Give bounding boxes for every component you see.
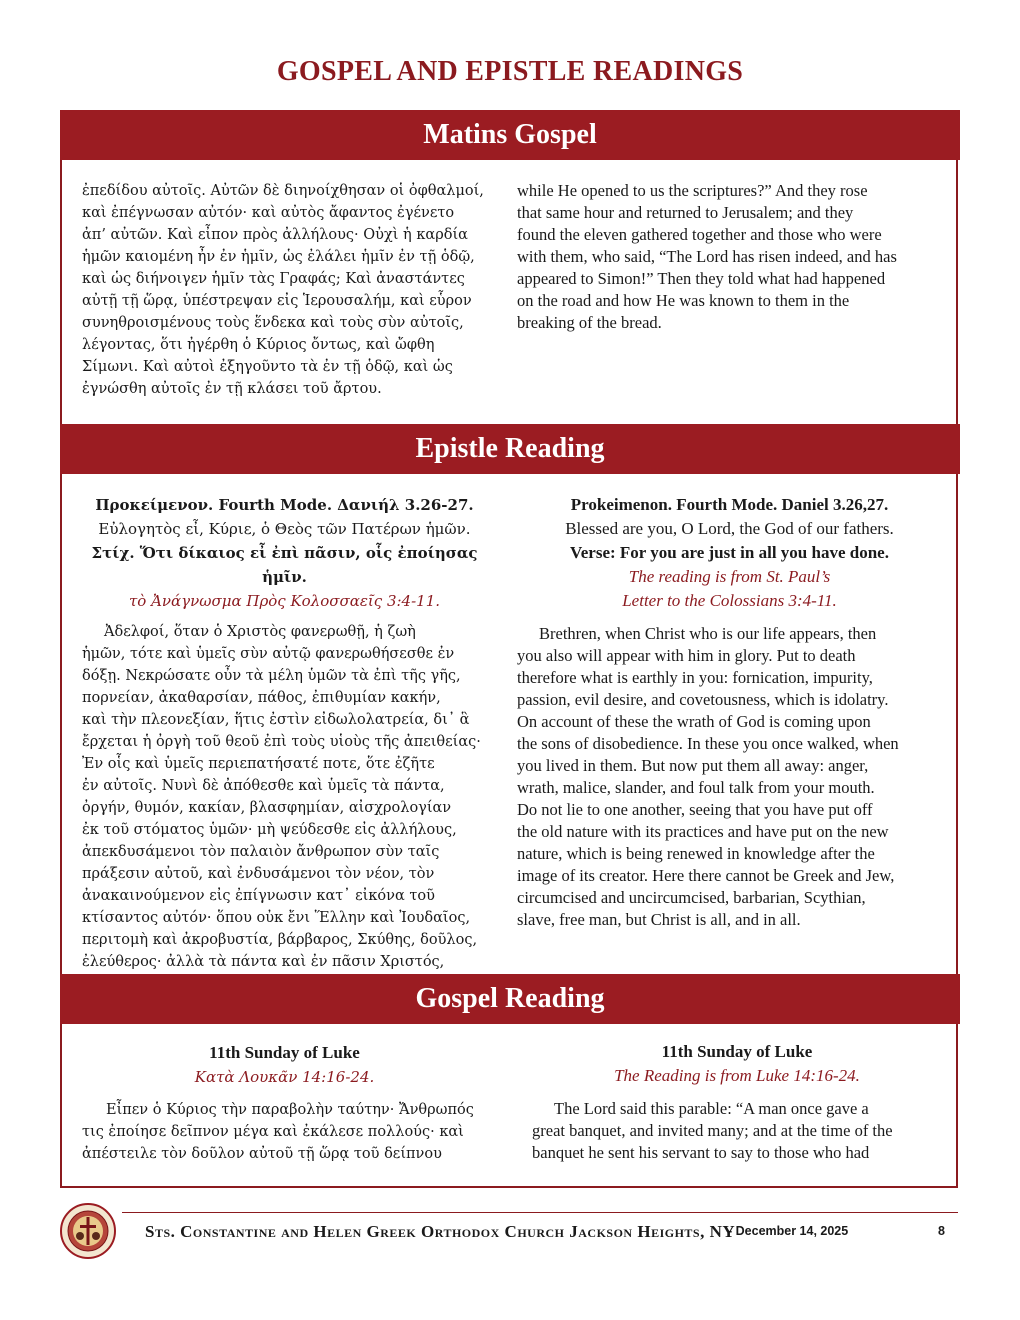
text-line: you lived in them. But now put them all away: anger, [517,756,869,775]
text-line: with them, who said, “The Lord has risen indeed, and has [517,247,897,266]
text-line: found the eleven gathered together and those who were [517,225,882,244]
text-line: Σίμωνι. Καὶ αὐτοὶ ἐξηγοῦντο τὰ ἐν τῇ ὁδῷ, καὶ ὡς [82,359,453,375]
gospel-heading-greek: 11th Sunday of Luke [209,1043,360,1062]
text-line: ἀπεκδυσάμενοι τὸν παλαιὸν ἄνθρωπον σὺν ταῖς [82,844,440,860]
text-line: Ἐν οἷς καὶ ὑμεῖς περιεπατήσατέ ποτε, ὅτε ἐζῆτε [82,756,435,772]
text-line: κτίσαντος αὐτόν· ὅπου οὐκ ἔνι Ἕλλην καὶ Ἰουδαῖος, [82,910,471,926]
verse-english: Verse: For you are just in all you have done. [570,543,889,562]
text-line: ἀπέστειλε τὸν δοῦλον αὐτοῦ τῇ ὥρᾳ τοῦ δείπνου [82,1146,442,1162]
text-line: ἔρχεται ἡ ὀργὴ τοῦ θεοῦ ἐπὶ τοὺς υἱοὺς τῆς ἀπειθείας· [82,734,481,750]
text-line: nature, which is being renewed in knowledge after the [517,844,875,863]
text-line: πράξεσιν αὐτοῦ, καὶ ἐνδυσάμενοι τὸν νέον, τὸν [82,866,435,882]
text-line: ἐν αὐτοῖς. Νυνὶ δὲ ἀπόθεσθε καὶ ὑμεῖς τὰ πάντα, [82,778,445,794]
text-line: Εἶπεν ὁ Κύριος τὴν παραβολὴν ταύτην· Ἄνθρωπός [106,1102,474,1118]
epistle-greek-column [82,493,487,973]
prokeimenon-english: Prokeimenon. Fourth Mode. Daniel 3.26,27. [570,495,889,514]
gospel-english-body [532,1098,942,1164]
text-line: ἐλεύθερος· ἀλλὰ τὰ πάντα καὶ ἐν πᾶσιν Χριστός, [82,954,445,970]
text-line: that same hour and returned to Jerusalem; and they [517,203,854,222]
text-line: appeared to Simon!” Then they told what had happened [517,269,886,288]
text-line: τις ἐποίησε δεῖπνον μέγα καὶ ἐκάλεσε πολλούς· καὶ [82,1124,464,1140]
text-line: The Lord said this parable: “A man once gave a [554,1099,869,1118]
text-line: καὶ τὴν πλεονεξίαν, ἥτις ἐστὶν εἰδωλολατρεία, δι᾿ ἃ [82,712,470,728]
matins-english-text [517,180,942,334]
text-line: great banquet, and invited many; and at the time of the [532,1121,893,1140]
reading-reference-english-2: Letter to the Colossians 3:4-11. [622,591,837,610]
text-line: On account of these the wrath of God is coming upon [517,712,871,731]
page-number: 8 [938,1224,945,1238]
prokeimenon-line-greek: Εὐλογητὸς εἶ, Κύριε, ὁ Θεὸς τῶν Πατέρων ἡμῶν. [98,520,471,538]
text-line: while He opened to us the scriptures?” And they rose [517,181,868,200]
text-line: the sons of disobedience. In these you once walked, when [517,734,899,753]
text-line: καὶ ὡς διήνοιγεν ἡμῖν τὰς Γραφάς; Καὶ ἀναστάντες [82,271,465,287]
text-line: ἡμῶν, τότε καὶ ὑμεῖς σὺν αὐτῷ φανερωθήσεσθε ἐν [82,646,455,662]
text-line: Do not lie to one another, seeing that you have put off [517,800,873,819]
text-line: ἀπ’ αὐτῶν. Καὶ εἶπον πρὸς ἀλλήλους· Οὐχὶ ἡ καρδία [82,227,468,243]
epistle-english-body [517,623,942,931]
reading-reference-greek: τὸ Ἀνάγνωσμα Πρὸς Κολοσσαεῖς 3:4-11. [128,592,441,610]
gospel-greek-column [82,1041,487,1165]
text-line: λέγοντας, ὅτι ἠγέρθη ὁ Κύριος ὄντως, καὶ ὤφθη [82,337,435,353]
text-line: καὶ ἐπέγνωσαν αὐτόν· καὶ αὐτὸς ἄφαντος ἐγένετο [82,205,455,221]
gospel-reading-header: Gospel Reading [60,974,960,1024]
text-line: ἡμῶν καιομένη ἦν ἐν ἡμῖν, ὡς ἐλάλει ἡμῖν ἐν τῇ ὁδῷ, [82,249,475,265]
verse-greek: Στίχ. Ὅτι δίκαιος εἶ ἐπὶ πᾶσιν, οἷς ἐποίησας ἡμῖν. [91,544,478,586]
text-line: you also will appear with him in glory. Put to death [517,646,856,665]
prokeimenon-line-english: Blessed are you, O Lord, the God of our fathers. [565,519,894,538]
text-line: περιτομὴ καὶ ἀκροβυστία, βάρβαρος, Σκύθης, δοῦλος, [82,932,478,948]
footer-date: - December 14, 2025 [728,1224,849,1238]
text-line: wrath, malice, slander, and foul talk from your mouth. [517,778,875,797]
gospel-heading-english: 11th Sunday of Luke [661,1042,813,1061]
text-line: on the road and how He was known to them in the [517,291,850,310]
gospel-reference-english: The Reading is from Luke 14:16-24. [614,1066,860,1085]
reading-reference-english-1: The reading is from St. Paul’s [628,567,831,586]
text-line: ἐπεδίδου αὐτοῖς. Αὐτῶν δὲ διηνοίχθησαν οἱ ὀφθαλμοί, [82,183,484,199]
matins-greek-text [82,180,502,400]
text-line: δόξῃ. Νεκρώσατε οὖν τὰ μέλη ὑμῶν τὰ ἐπὶ τῆς γῆς, [82,668,461,684]
gospel-reference-greek: Κατὰ Λουκᾶν 14:16-24. [194,1068,375,1086]
text-line: image of its creator. Here there cannot be Greek and Jew, [517,866,895,885]
text-line: πορνείαν, ἀκαθαρσίαν, πάθος, ἐπιθυμίαν κακήν, [82,690,441,706]
gospel-greek-body [82,1099,487,1165]
gospel-english-column [532,1040,942,1164]
church-seal-icon [60,1203,116,1259]
text-line: ἀνακαινούμενον εἰς ἐπίγνωσιν κατ᾿ εἰκόνα τοῦ [82,888,435,904]
text-line: ὀργήν, θυμόν, κακίαν, βλασφημίαν, αἰσχρολογίαν [82,800,452,816]
epistle-reading-header: Epistle Reading [60,424,960,474]
text-line: αὐτῇ τῇ ὥρᾳ, ὑπέστρεψαν εἰς Ἱερουσαλήμ, καὶ εὗρον [82,293,472,309]
text-line: passion, evil desire, and covetousness, which is idolatry. [517,690,889,709]
text-line: συνηθροισμένους τοὺς ἕνδεκα καὶ τοὺς σὺν αὐτοῖς, [82,315,464,331]
epistle-english-column [517,493,942,931]
text-line: ἐγνώσθη αὐτοῖς ἐν τῇ κλάσει τοῦ ἄρτου. [82,381,382,397]
page-title: GOSPEL AND EPISTLE READINGS [276,56,744,87]
text-line: ἐκ τοῦ στόματος ὑμῶν· μὴ ψεύδεσθε εἰς ἀλλήλους, [82,822,457,838]
text-line: Ἀδελφοί, ὅταν ὁ Χριστὸς φανερωθῇ, ἡ ζωὴ [104,624,416,640]
text-line: breaking of the bread. [517,313,662,332]
text-line: banquet he sent his servant to say to those who had [532,1143,870,1162]
epistle-greek-body [82,621,487,973]
text-line: Brethren, when Christ who is our life appears, then [539,624,877,643]
text-line: therefore what is earthly in you: fornication, impurity, [517,668,873,687]
footer-divider [122,1212,958,1213]
prokeimenon-greek: Προκείμενον. Fourth Mode. Δανιήλ 3.26-27. [95,496,474,514]
text-line: slave, free man, but Christ is all, and in all. [517,910,801,929]
matins-gospel-header: Matins Gospel [60,110,960,160]
text-line: circumcised and uncircumcised, barbarian, Scythian, [517,888,866,907]
text-line: the old nature with its practices and have put on the new [517,822,889,841]
footer-church-name: Sts. Constantine and Helen Greek Orthodox Church Jackson Heights, NY [145,1222,736,1241]
